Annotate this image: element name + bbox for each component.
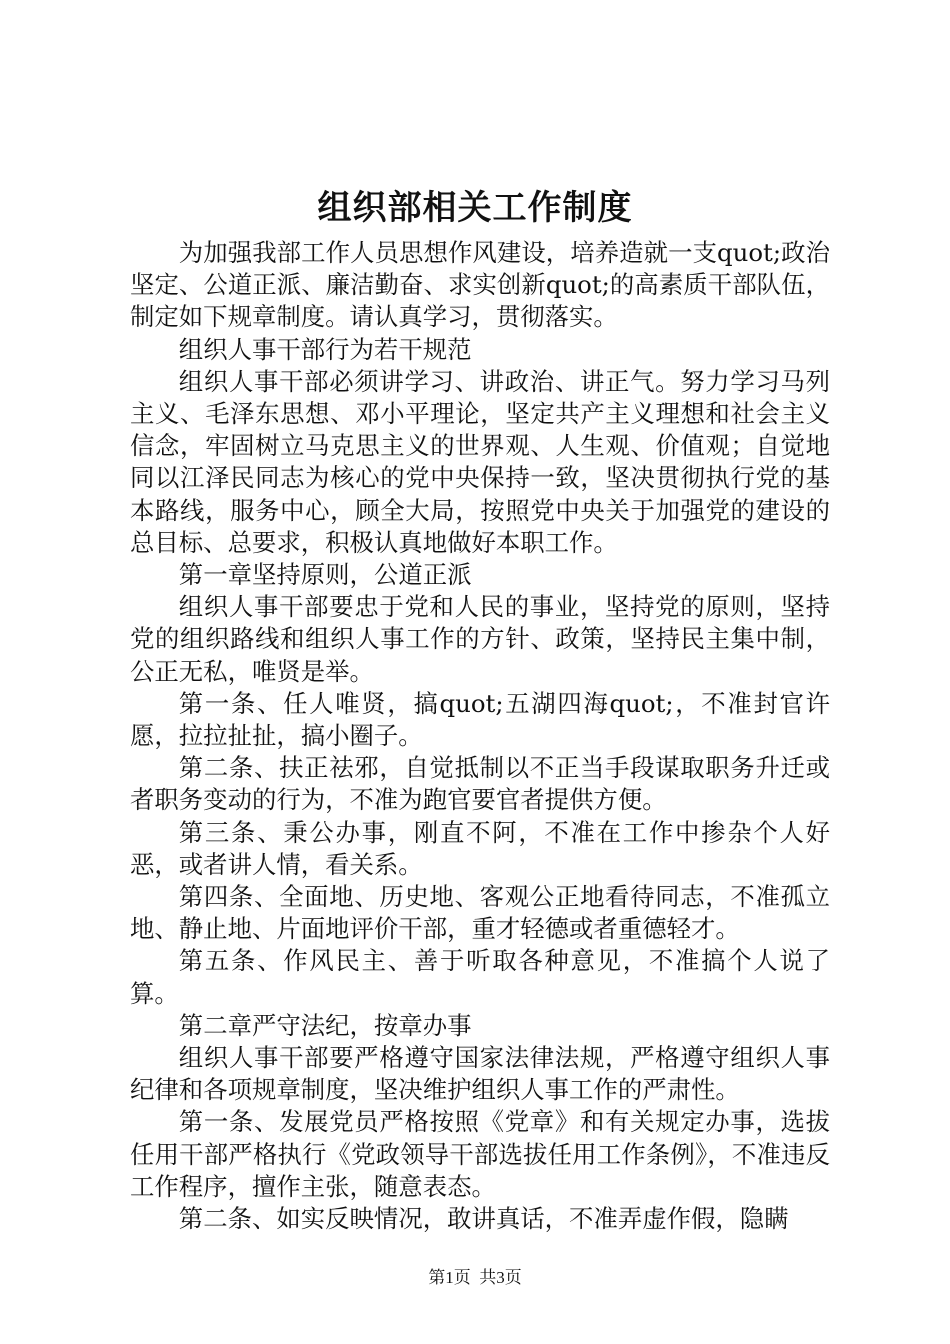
paragraph: 组织人事干部必须讲学习、讲政治、讲正气。努力学习马列主义、毛泽东思想、邓小平理论，坚定共产主义理想和社会主义信念，牢固树立马克思主义的世界观、人生观、价值观；自觉地同以江泽民同志为核心的党中央保持一致，坚决贯彻执行党的基本路线，服务中心，顾全大局，按照党中央关于加强党的建设的总目标、总要求，积极认真地做好本职工作。	[130, 366, 830, 557]
page-number: 第1页 共3页	[428, 1268, 522, 1287]
section-heading: 组织人事干部行为若干规范	[178, 334, 472, 364]
article: 第二条、如实反映情况，敢讲真话，不准弄虚作假，隐瞒	[178, 1204, 789, 1234]
article: 第一条、任人唯贤，搞quot;五湖四海quot;，不准封官许愿，拉拉扯扯，搞小圈子。	[130, 688, 830, 751]
chapter-heading: 第二章严守法纪，按章办事	[178, 1010, 472, 1040]
article: 第三条、秉公办事，刚直不阿，不准在工作中掺杂个人好恶，或者讲人情，看关系。	[130, 817, 830, 879]
paragraph: 为加强我部工作人员思想作风建设，培养造就一支quot;政治坚定、公道正派、廉洁勤奋、求实创新quot;的高素质干部队伍，制定如下规章制度。请认真学习，贯彻落实。	[130, 238, 830, 332]
paragraph: 组织人事干部要严格遵守国家法律法规，严格遵守组织人事纪律和各项规章制度，坚决维护组织人事工作的严肃性。	[130, 1043, 830, 1105]
chapter-heading: 第一章坚持原则，公道正派	[178, 560, 472, 590]
article: 第五条、作风民主、善于听取各种意见，不准搞个人说了算。	[130, 946, 830, 1008]
article: 第四条、全面地、历史地、客观公正地看待同志，不准孤立地、静止地、片面地评价干部，重才轻德或者重德轻才。	[130, 882, 830, 944]
article: 第二条、扶正祛邪，自觉抵制以不正当手段谋取职务升迁或者职务变动的行为，不准为跑官要官者提供方便。	[130, 753, 830, 815]
page-footer	[0, 1266, 950, 1290]
paragraph: 组织人事干部要忠于党和人民的事业，坚持党的原则，坚持党的组织路线和组织人事工作的方针、政策，坚持民主集中制，公正无私，唯贤是举。	[130, 592, 830, 686]
article: 第一条、发展党员严格按照《党章》和有关规定办事，选拔任用干部严格执行《党政领导干部选拔任用工作条例》，不准违反工作程序，擅作主张，随意表态。	[130, 1107, 830, 1201]
document-title: 组织部相关工作制度	[317, 188, 633, 228]
document-body	[130, 237, 830, 1235]
